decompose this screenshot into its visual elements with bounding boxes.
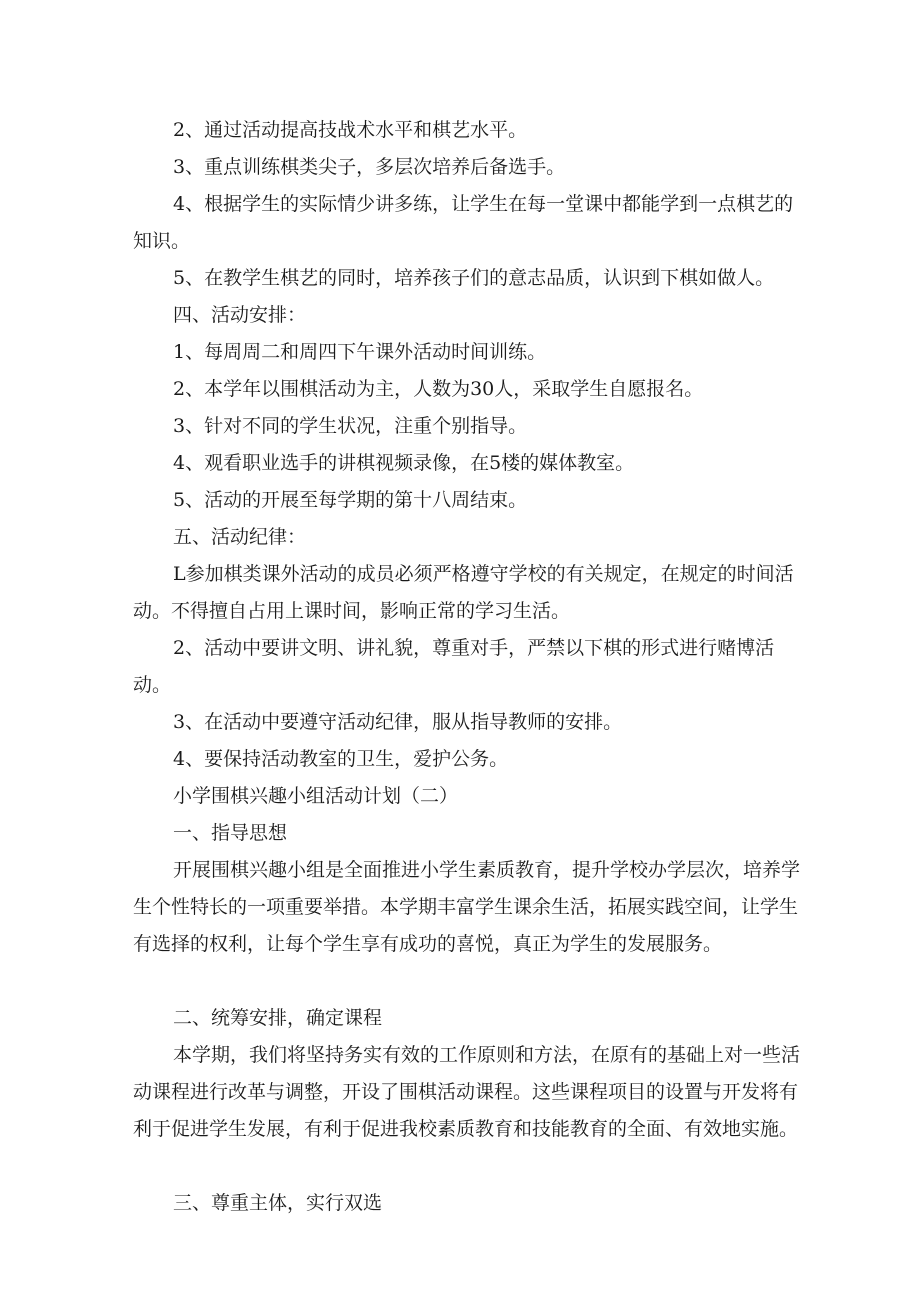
paragraph: 1、每周周二和周四下午课外活动时间训练。 (173, 341, 547, 363)
paragraph: 5、在教学生棋艺的同时，培养孩子们的意志品质，认识到下棋如做人。 (173, 267, 775, 289)
paragraph: 开展围棋兴趣小组是全面推进小学生素质教育，提升学校办学层次，培养学生个性特长的一项重要举措。本学期丰富学生课余生活，拓展实践空间，让学生有选择的权利，让每个学生享有成功的喜悦，真正为学生的发展服务。 (133, 859, 801, 955)
paragraph: 本学期，我们将坚持务实有效的工作原则和方法，在原有的基础上对一些活动课程进行改革与调整，开设了围棋活动课程。这些课程项目的设置与开发将有利于促进学生发展，有利于促进我校素质教育和技能教育的全面、有效地实施。 (133, 1044, 801, 1140)
paragraph: 5、活动的开展至每学期的第十八周结束。 (173, 489, 528, 511)
paragraph: L参加棋类课外活动的成员必须严格遵守学校的有关规定，在规定的时间活动。不得擅自占用上课时间，影响正常的学习生活。 (133, 563, 794, 622)
paragraph: 2、通过活动提高技战术水平和棋艺水平。 (173, 119, 528, 141)
paragraph: 4、观看职业选手的讲棋视频录像，在5楼的媒体教室。 (173, 452, 635, 474)
section-heading: 一、指导思想 (173, 822, 288, 844)
paragraph: 2、本学年以围棋活动为主，人数为30人，采取学生自愿报名。 (173, 378, 704, 400)
section-heading: 四、活动安排： (173, 304, 307, 326)
paragraph: 4、要保持活动教室的卫生，爱护公务。 (173, 748, 509, 770)
paragraph: 3、重点训练棋类尖子，多层次培养后备选手。 (173, 156, 566, 178)
document-subtitle: 小学围棋兴趣小组活动计划（二） (173, 785, 459, 807)
paragraph: 2、活动中要讲文明、讲礼貌，尊重对手，严禁以下棋的形式进行赌博活动。 (133, 637, 775, 696)
paragraph: 3、针对不同的学生状况，注重个别指导。 (173, 415, 528, 437)
section-heading: 三、尊重主体，实行双选 (173, 1192, 383, 1214)
paragraph: 3、在活动中要遵守活动纪律，服从指导教师的安排。 (173, 711, 623, 733)
section-heading: 五、活动纪律： (173, 526, 307, 548)
section-heading: 二、统筹安排，确定课程 (173, 1007, 383, 1029)
paragraph: 4、根据学生的实际情少讲多练，让学生在每一堂课中都能学到一点棋艺的知识。 (133, 193, 794, 252)
